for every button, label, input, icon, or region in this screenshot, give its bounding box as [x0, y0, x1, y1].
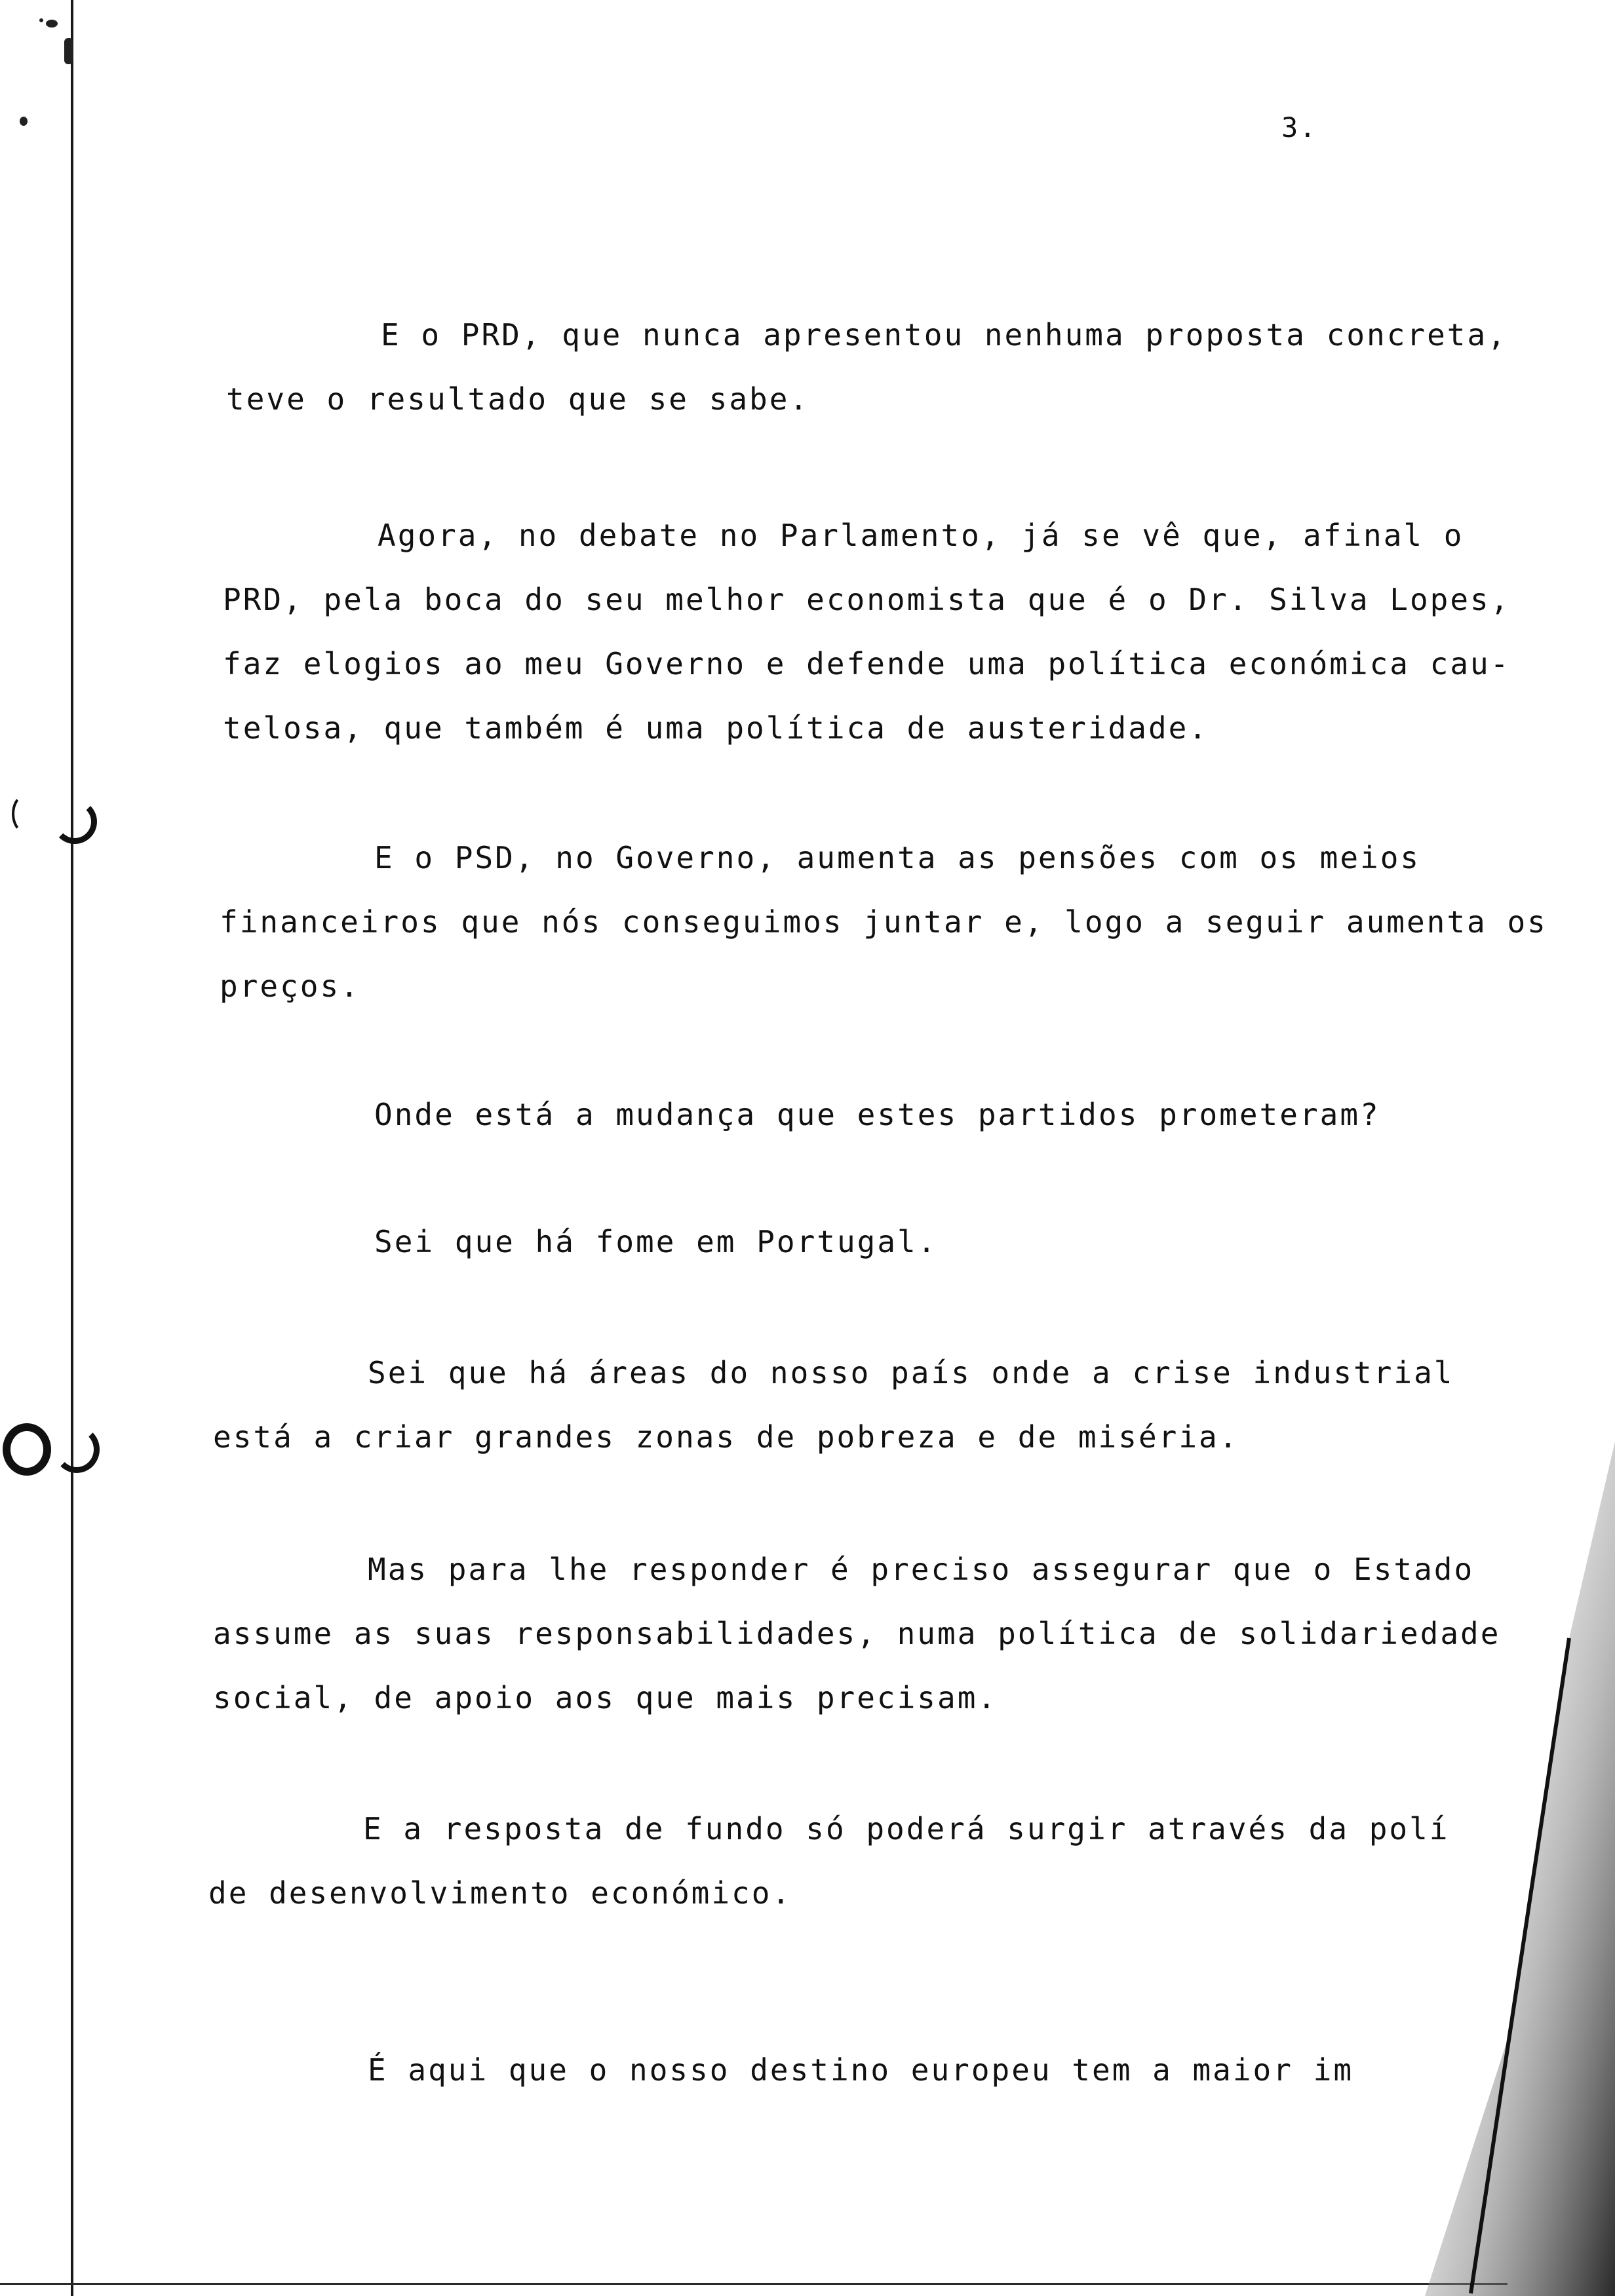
bottom-edge-rule — [0, 2283, 1508, 2285]
paragraph-line: social, de apoio aos que mais precisam. — [213, 1680, 998, 1715]
page-number: 3. — [1281, 111, 1317, 144]
paragraph-line: telosa, que também é uma política de austeridade. — [223, 710, 1209, 746]
binder-hole-mark-bottom-right — [54, 1426, 100, 1473]
paragraph-line: Onde está a mudança que estes partidos prometeram? — [374, 1097, 1380, 1132]
paragraph — [213, 1537, 1500, 1730]
paragraph-line: Sei que há fome em Portugal. — [374, 1224, 938, 1259]
binder-hole-mark-top — [12, 794, 39, 833]
photocopy-edge-shadow — [1418, 1442, 1615, 2296]
paragraph — [220, 826, 1547, 1018]
binder-hole-mark-bottom — [3, 1423, 51, 1476]
left-margin-rule — [71, 0, 73, 2296]
paragraph-line: preços. — [220, 968, 360, 1004]
paragraph-line: teve o resultado que se sabe. — [226, 381, 810, 417]
paragraph-line: de desenvolvimento económico. — [208, 1875, 792, 1911]
ink-speck — [64, 38, 73, 64]
paragraph — [213, 2038, 1353, 2102]
ink-speck — [20, 117, 28, 126]
paragraph — [226, 303, 1508, 431]
paragraph-line: faz elogios ao meu Governo e defende uma política económica cau- — [223, 646, 1511, 681]
paragraph-line: E o PRD, que nunca apresentou nenhuma proposta concreta, — [381, 317, 1508, 353]
paragraph-line: E a resposta de fundo só poderá surgir através da polí — [363, 1811, 1450, 1846]
paragraph-line: assume as suas responsabilidades, numa política de solidariedade — [213, 1616, 1501, 1651]
ink-speck — [46, 20, 58, 28]
paragraph-line: Agora, no debate no Parlamento, já se vê que, afinal o — [378, 518, 1464, 553]
paragraph — [220, 1082, 1380, 1147]
paragraph-line: está a criar grandes zonas de pobreza e de miséria. — [213, 1419, 1239, 1455]
paragraph-line: É aqui que o nosso destino europeu tem a maior im — [368, 2052, 1354, 2088]
paragraph — [223, 503, 1510, 760]
binder-hole-mark-top-right — [52, 799, 97, 844]
ink-speck — [39, 18, 43, 22]
paragraph — [208, 1797, 1450, 1925]
paragraph — [213, 1341, 1454, 1469]
paragraph-line: Mas para lhe responder é preciso assegurar que o Estado — [368, 1552, 1475, 1587]
paragraph-line: PRD, pela boca do seu melhor economista que é o Dr. Silva Lopes, — [223, 582, 1511, 617]
paragraph-line: Sei que há áreas do nosso país onde a crise industrial — [368, 1355, 1454, 1390]
paragraph — [220, 1210, 937, 1274]
paragraph-line: financeiros que nós conseguimos juntar e, logo a seguir aumenta os — [220, 904, 1547, 940]
paragraph-line: E o PSD, no Governo, aumenta as pensões com os meios — [374, 840, 1421, 875]
